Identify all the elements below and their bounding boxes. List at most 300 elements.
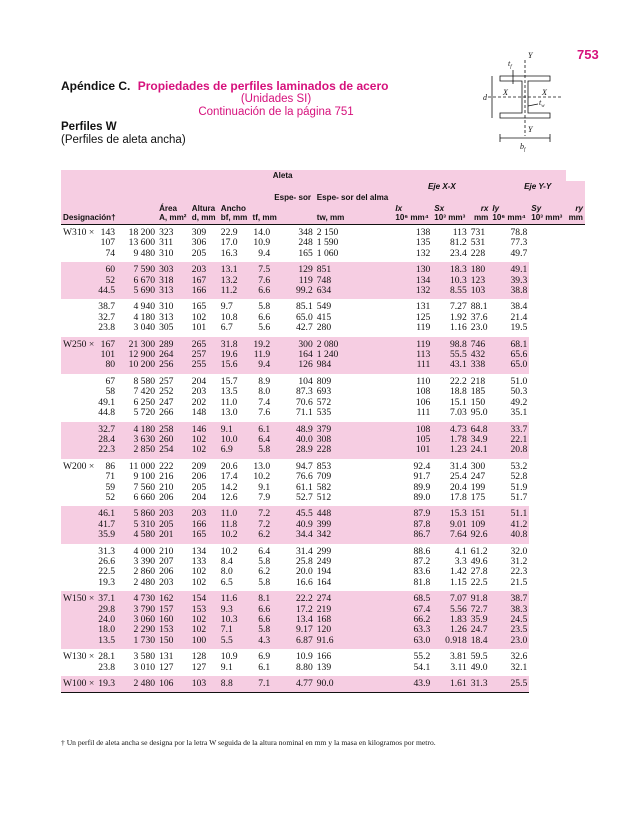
table-cell: 130 [393, 262, 432, 275]
table-cell: 106 [157, 676, 190, 693]
table-cell: 165 [191, 301, 207, 313]
table-cell: 8.1 [251, 591, 273, 604]
table-cell: 18.3 [432, 262, 468, 275]
table-cell [61, 483, 96, 493]
table-cell: 3 390 [133, 555, 156, 567]
table-cell [61, 567, 96, 577]
table-cell: 247 [470, 471, 486, 483]
table-cell: 11.8 [219, 520, 251, 530]
table-cell: 113 [452, 227, 467, 238]
table-cell: 194 [316, 566, 332, 578]
table-cell: 91.6 [315, 636, 394, 649]
table-cell: 338 [469, 360, 491, 373]
table-cell: 164 [272, 350, 315, 360]
table-cell: 23.8 [98, 661, 116, 673]
table-cell: 102 [191, 566, 207, 578]
table-cell: 40.8 [490, 530, 529, 543]
table-cell: 531 [470, 237, 486, 249]
table-cell: 23.8 [98, 322, 116, 334]
table-cell: 6.2 [258, 566, 271, 578]
table-cell: 119 [272, 276, 315, 286]
table-cell: 379 [315, 422, 394, 435]
table-cell: 274 [315, 591, 394, 604]
table-cell: 247 [159, 396, 174, 408]
table-cell: 257 [159, 375, 174, 387]
table-cell: 8.0 [220, 566, 233, 578]
table-cell: 8 580 [133, 375, 156, 387]
table-cell: 10.3 [219, 615, 251, 625]
table-cell: 13.5 [96, 636, 117, 649]
table-cell: 201 [157, 530, 190, 543]
table-cell: 202 [191, 396, 207, 408]
table-cell: 28.4 [98, 433, 116, 445]
table-cell: 22.3 [510, 566, 528, 578]
table-cell: 306 [191, 237, 207, 249]
table-cell: 128 [191, 651, 207, 663]
table-cell: 127 [191, 661, 207, 673]
table-cell: 166 [190, 520, 219, 530]
table-cell: 7.1 [219, 625, 251, 635]
y-bottom-label: Y [528, 125, 533, 134]
table-cell: 1 590 [316, 237, 339, 249]
table-cell: 323 [159, 227, 174, 238]
table-cell: 12 900 [117, 350, 157, 360]
table-cell [61, 323, 96, 336]
row-group [61, 422, 585, 459]
table-cell: 133 [191, 555, 207, 567]
table-cell: 35.9 [469, 615, 491, 625]
table-cell: 32.6 [510, 651, 528, 663]
table-row [61, 649, 585, 662]
table-cell: 35.1 [510, 407, 528, 419]
page-number: 753 [577, 47, 599, 62]
table-cell: 67.4 [393, 605, 432, 615]
table-cell: 3 060 [117, 615, 157, 625]
table-row [61, 249, 585, 262]
table-cell: 49.2 [510, 396, 528, 408]
table-cell: 119 [416, 322, 431, 334]
table-cell: 6.9 [219, 445, 251, 458]
table-cell: 10.2 [219, 530, 251, 543]
table-cell: 165 [298, 247, 313, 259]
table-cell: 415 [316, 311, 332, 323]
table-row [61, 578, 585, 591]
table-cell: 41.2 [490, 520, 529, 530]
table-cell: 99.2 [272, 286, 315, 299]
table-cell: 206 [191, 471, 207, 483]
table-cell: 52 [105, 491, 116, 503]
table-cell: 205 [191, 247, 207, 259]
units-note: (Unidades SI) [240, 93, 312, 105]
table-cell: 31.4 [449, 460, 467, 472]
table-cell [61, 557, 96, 567]
table-cell: 52 [96, 276, 117, 286]
table-cell: 1.23 [432, 445, 468, 458]
table-cell: 7.03 [449, 407, 467, 419]
d-label: d [483, 93, 487, 102]
table-cell: 185 [470, 386, 486, 398]
table-cell: 693 [316, 386, 332, 398]
table-cell: 49.7 [510, 247, 528, 259]
table-cell: 67 [105, 375, 116, 387]
table-cell: 4.1 [454, 545, 467, 557]
table-cell: 49.1 [98, 396, 116, 408]
table-cell: 210 [159, 481, 174, 493]
table-cell [61, 374, 96, 387]
x-right-label: X [542, 88, 547, 97]
table-cell: 2 080 [315, 337, 394, 350]
table-cell: 31.2 [510, 555, 528, 567]
table-cell: 6 660 [133, 491, 156, 503]
table-cell: 5 860 [117, 506, 157, 519]
table-cell: 21.5 [510, 576, 528, 588]
table-cell: 5 690 [117, 286, 157, 299]
table-cell: 44.8 [98, 407, 116, 419]
table-cell: 87.2 [413, 555, 431, 567]
table-row [61, 225, 585, 239]
table-cell: 103 [190, 676, 219, 693]
table-cell: 3.81 [449, 651, 467, 663]
table-cell: 5.6 [258, 322, 271, 334]
table-cell: 5 310 [117, 520, 157, 530]
table-cell: 228 [470, 247, 486, 259]
table-cell: 102 [190, 625, 219, 635]
table-subtitle: (Perfiles de aleta ancha) [61, 134, 186, 146]
table-cell: 265 [190, 337, 219, 350]
table-cell: 150 [157, 636, 190, 649]
table-cell: 15.3 [432, 506, 468, 519]
table-row [61, 323, 585, 336]
table-cell: 31.3 [98, 545, 116, 557]
table-cell: 32.0 [510, 545, 528, 557]
table-cell: 25.4 [449, 471, 467, 483]
table-cell: W150 × [63, 593, 95, 605]
table-cell: 38.7 [490, 591, 529, 604]
table-cell: 14.2 [220, 481, 238, 493]
table-cell: 17.8 [449, 491, 467, 503]
table-cell: 1 240 [315, 350, 394, 360]
table-cell: 204 [191, 375, 207, 387]
table-cell: 35.9 [96, 530, 117, 543]
table-cell: 162 [157, 591, 190, 604]
table-cell: 4.3 [251, 636, 273, 649]
table-cell: 18 200 [128, 227, 156, 238]
table-cell: 89.0 [413, 491, 431, 503]
table-cell: 168 [315, 615, 394, 625]
row-group [61, 262, 585, 299]
table-cell [61, 360, 96, 373]
table-cell [61, 663, 96, 676]
table-cell: 266 [159, 407, 174, 419]
table-cell: 1.78 [432, 435, 468, 445]
table-cell: 4 000 [133, 545, 156, 557]
table-cell: 53.2 [510, 460, 528, 472]
table-cell: 8.9 [258, 375, 271, 387]
table-row [61, 636, 585, 649]
table-cell: 167 [96, 337, 117, 350]
table-cell: 17.0 [220, 237, 238, 249]
table-cell: 5.8 [258, 576, 271, 588]
table-cell: 126 [272, 360, 315, 373]
table-cell: 138 [415, 227, 431, 238]
table-cell: 984 [315, 360, 394, 373]
table-cell: 34.9 [469, 435, 491, 445]
table-cell: 252 [159, 386, 174, 398]
table-cell: 61.2 [470, 545, 488, 557]
table-cell: 17.4 [220, 471, 238, 483]
table-cell: 150 [470, 396, 486, 408]
ix-header: Ix 10⁶ mm⁴ [393, 203, 432, 225]
table-cell: 106 [415, 396, 431, 408]
table-cell: 15.1 [449, 396, 467, 408]
table-cell: 24.1 [469, 445, 491, 458]
table-cell: 23.0 [490, 636, 529, 649]
table-cell: 6 250 [133, 396, 156, 408]
table-cell: 9 480 [133, 247, 156, 259]
table-cell: 10.3 [432, 276, 468, 286]
table-cell: 4 580 [117, 530, 157, 543]
table-cell: 22.2 [272, 591, 315, 604]
row-group [61, 299, 585, 336]
table-cell: 74 [105, 247, 116, 259]
table-cell: 109 [469, 520, 491, 530]
rx-header: rx mm [469, 203, 491, 225]
table-cell: 7 420 [133, 386, 156, 398]
table-cell: 4 940 [133, 301, 156, 313]
table-cell: 46.1 [98, 508, 116, 520]
table-cell: 24.0 [98, 614, 116, 625]
table-cell: 21.4 [510, 311, 528, 323]
table-cell: 7.07 [432, 591, 468, 604]
table-cell: 16.3 [220, 247, 238, 259]
table-cell: 3 580 [133, 651, 156, 663]
w-shapes-table [61, 170, 585, 693]
table-cell: 1.16 [449, 322, 467, 334]
table-cell: 40.0 [272, 435, 315, 445]
table-cell: W100 × [61, 676, 96, 693]
table-cell: 10.9 [295, 651, 313, 663]
table-cell: 148 [191, 407, 207, 419]
table-cell [61, 276, 96, 286]
table-cell: 9.3 [219, 605, 251, 615]
table-cell: 78.8 [510, 227, 528, 238]
table-cell: 63.0 [393, 636, 432, 649]
table-cell: 11.0 [220, 396, 238, 408]
table-cell: 33.7 [490, 422, 529, 435]
table-row [61, 663, 585, 676]
table-cell: W310 × [63, 227, 95, 238]
ancho-header: Ancho bf, mm [219, 203, 251, 225]
table-cell: 92.6 [469, 530, 491, 543]
table-cell: 32.7 [98, 423, 116, 435]
table-cell: 153 [190, 605, 219, 615]
table-cell: 101 [96, 350, 117, 360]
table-cell: 11.9 [251, 350, 273, 360]
table-cell: 44.5 [96, 286, 117, 299]
table-cell [61, 530, 96, 543]
table-cell: 59 [105, 481, 116, 493]
table-cell: 205 [191, 481, 207, 493]
table-cell: 203 [157, 506, 190, 519]
table-cell: 7.9 [258, 491, 271, 503]
table-cell: 20.4 [449, 481, 467, 493]
table-cell: 310 [159, 301, 174, 313]
table-cell: 66.2 [393, 615, 432, 625]
table-cell: 132 [415, 247, 431, 259]
table-cell: 7.64 [432, 530, 468, 543]
table-cell: 48.9 [272, 422, 315, 435]
table-cell: 8.4 [220, 555, 233, 567]
table-cell: 87.3 [295, 386, 313, 398]
table-cell: 41.7 [98, 518, 116, 530]
table-cell: 107 [100, 237, 116, 249]
table-cell: 203 [190, 506, 219, 519]
table-cell: 7.27 [449, 301, 467, 313]
table-cell: 76.6 [295, 471, 313, 483]
table-cell: 110 [416, 375, 431, 387]
table-cell: 6.5 [220, 576, 233, 588]
table-cell: 45.5 [272, 506, 315, 519]
table-cell: 88.6 [413, 545, 431, 557]
table-cell: 16.6 [295, 576, 313, 588]
table-cell: 5.56 [432, 605, 468, 615]
table-cell: 51.0 [510, 375, 528, 387]
table-cell: 9 100 [133, 471, 156, 483]
table-cell: 6.6 [251, 286, 273, 299]
table-cell: 5.8 [251, 625, 273, 635]
table-cell: 4.73 [432, 422, 468, 435]
table-cell: 90.0 [315, 676, 394, 693]
table-cell: 98.8 [432, 337, 468, 350]
table-cell: 3.11 [450, 661, 467, 673]
table-cell: 49.6 [470, 555, 488, 567]
table-cell: 280 [316, 322, 332, 334]
table-cell: 89.9 [413, 481, 431, 493]
table-cell: 22.9 [220, 227, 238, 238]
table-cell: 19.5 [510, 322, 528, 334]
table-cell: 6.7 [220, 322, 233, 334]
table-cell: 134 [393, 276, 432, 286]
table-cell: 23.0 [470, 322, 488, 334]
x-left-label: X [503, 88, 508, 97]
table-cell: 203 [159, 576, 174, 588]
table-cell: 300 [272, 337, 315, 350]
table-cell: 68.1 [490, 337, 529, 350]
table-cell: 1 060 [316, 247, 339, 259]
table-cell: 853 [316, 460, 332, 472]
table-cell: 80 [96, 360, 117, 373]
table-cell: 65.0 [490, 360, 529, 373]
table-cell: 22.1 [490, 435, 529, 445]
table-title: Perfiles W [61, 121, 117, 133]
table-cell: 37.6 [470, 311, 488, 323]
table-cell: 103 [469, 286, 491, 299]
w-shape-figure [480, 48, 570, 158]
table-cell: 5.8 [251, 445, 273, 458]
table-cell: 4 180 [133, 311, 156, 323]
sx-header: Sx 10³ mm³ [432, 203, 468, 225]
table-cell [61, 262, 96, 275]
table-cell: 119 [393, 337, 432, 350]
table-cell: 101 [191, 322, 207, 334]
table-row [61, 360, 585, 373]
table-cell: 6 670 [117, 276, 157, 286]
table-cell: 32.1 [510, 661, 528, 673]
row-group [61, 225, 585, 263]
table-header [61, 170, 585, 225]
table-cell: 1.42 [449, 566, 467, 578]
table-cell: 127 [159, 661, 174, 673]
table-cell: 123 [469, 276, 491, 286]
table-cell: 157 [157, 605, 190, 615]
table-cell: 60 [96, 262, 117, 275]
table-cell: 6.1 [258, 661, 271, 673]
table-cell: 23.4 [449, 247, 467, 259]
table-cell: 228 [315, 445, 394, 458]
table-cell: 38.8 [490, 286, 529, 299]
table-cell: 2 480 [117, 676, 157, 693]
table-cell: 61.1 [295, 481, 313, 493]
table-cell: 72.7 [469, 605, 491, 615]
table-cell: 13 600 [128, 237, 156, 249]
table-cell: 6.6 [258, 311, 271, 323]
table-cell: 25.8 [295, 555, 313, 567]
appendix-label: Apéndice C. [61, 79, 131, 93]
table-cell: 299 [316, 545, 332, 557]
table-cell [61, 493, 96, 506]
table-cell: 549 [316, 301, 332, 313]
table-cell: 0.918 [432, 636, 468, 649]
table-cell: W250 × [63, 338, 95, 350]
table-cell: 131 [415, 301, 431, 313]
table-cell: 13.0 [220, 407, 238, 419]
table-cell: 71.1 [295, 407, 313, 419]
table-cell: 21 300 [117, 337, 157, 350]
table-cell: 102 [190, 445, 219, 458]
row-group [61, 337, 585, 374]
table-cell: 111 [393, 360, 432, 373]
table-cell: 95.0 [470, 407, 488, 419]
table-row [61, 299, 585, 312]
table-cell: 49.1 [490, 262, 529, 275]
table-cell: 204 [191, 491, 207, 503]
table-cell: 7.2 [251, 520, 273, 530]
table-cell: 68.5 [393, 591, 432, 604]
table-cell: 6.9 [258, 651, 271, 663]
table-cell: 43.1 [432, 360, 468, 373]
table-cell [61, 398, 96, 408]
table-cell: 309 [191, 227, 207, 238]
table-cell: 175 [470, 491, 486, 503]
table-cell: 31.8 [219, 337, 251, 350]
table-cell: 851 [315, 262, 394, 275]
table-cell: 143 [100, 227, 116, 238]
row-group [61, 374, 585, 422]
table-cell: 9.4 [251, 360, 273, 373]
table-cell: 100 [190, 636, 219, 649]
table-cell: 2 860 [133, 566, 156, 578]
table-cell: 59.5 [470, 651, 488, 663]
table-cell: 9.17 [272, 625, 315, 635]
table-cell: 254 [157, 445, 190, 458]
table-cell: 19.3 [98, 576, 116, 588]
table-cell: 264 [157, 350, 190, 360]
espesor-alma-header: Espe- sor del alma [315, 181, 394, 203]
table-cell: 709 [316, 471, 332, 483]
table-cell: 222 [159, 460, 174, 472]
table-cell: 18.8 [449, 386, 467, 398]
table-cell: 160 [157, 615, 190, 625]
